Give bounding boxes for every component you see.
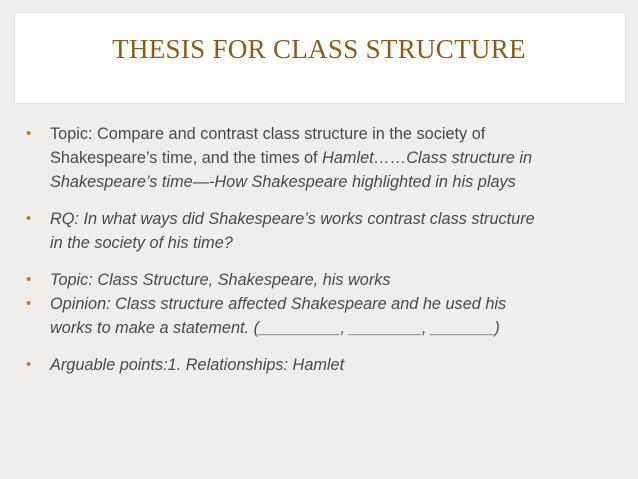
bullet-topic-class [26, 268, 626, 292]
bullet-text-italic: works to make a statement. (_________, ________, _______) [50, 319, 500, 337]
bullet-text-italic: Topic: Class Structure, Shakespeare, his works [50, 271, 391, 289]
bullet-text-italic: Hamlet……Class structure in [322, 149, 533, 167]
bullet-text-italic: Shakespeare’s time—-How Shakespeare highlighted in his plays [50, 173, 516, 191]
slide-title: THESIS FOR CLASS STRUCTURE [112, 34, 526, 64]
bullet-list [26, 122, 626, 377]
bullet-opinion [26, 292, 626, 340]
bullet-arguable-points [26, 353, 626, 377]
bullet-text-italic: Arguable points:1. Relationships: Hamlet [50, 356, 345, 374]
bullet-research-question [26, 207, 626, 255]
bullet-line [50, 231, 626, 255]
bullet-text-italic: Opinion: Class structure affected Shakespeare and he used his [50, 295, 507, 313]
bullet-line [50, 268, 626, 292]
bullet-text-italic: in the society of his time? [50, 234, 233, 252]
bullet-line [50, 207, 626, 231]
bullet-line: Topic: Compare and contrast class structure in the society of [50, 125, 486, 143]
bullet-line [50, 146, 626, 170]
bullet-marker: • [26, 295, 32, 312]
bullet-line [50, 292, 626, 316]
bullet-marker: • [26, 356, 32, 373]
bullet-line [50, 170, 626, 194]
bullet-text: Shakespeare’s time, and the times of [50, 149, 323, 167]
bullet-line [50, 316, 626, 340]
bullet-topic-compare [26, 122, 626, 194]
bullet-line [50, 353, 626, 377]
bullet-text-italic: RQ: In what ways did Shakespeare’s works contrast class structure [50, 210, 535, 228]
bullet-marker: • [26, 271, 32, 288]
bullet-marker: • [26, 125, 32, 142]
bullet-marker: • [26, 210, 32, 227]
